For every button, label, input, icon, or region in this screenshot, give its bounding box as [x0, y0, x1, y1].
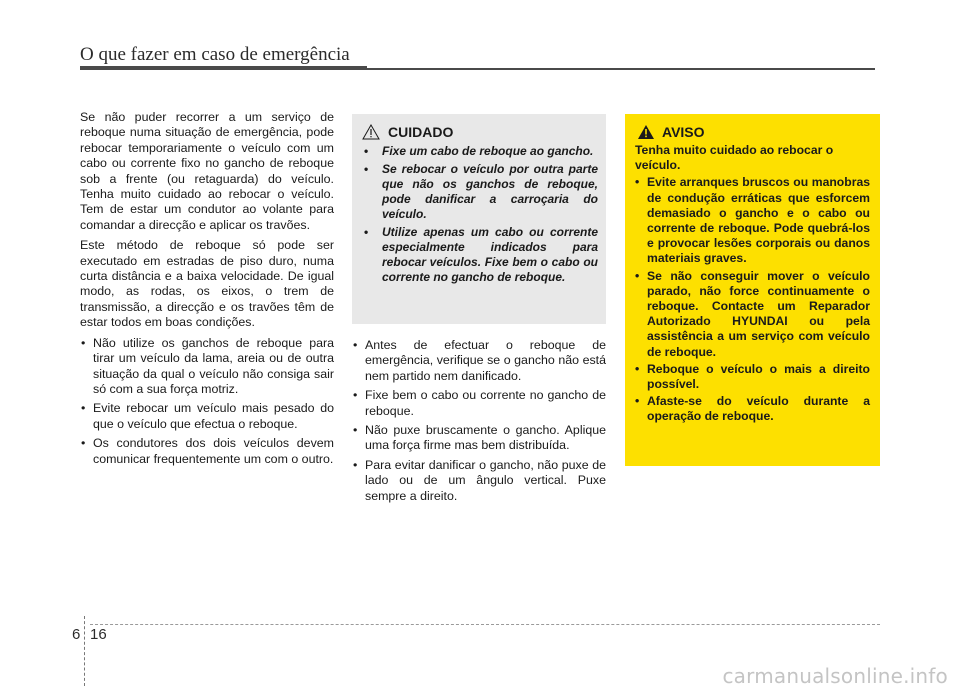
footer-divider [84, 616, 85, 686]
list-item: • Evite rebocar um veículo mais pesado do que o veículo que efectua o reboque. [80, 401, 334, 432]
warning-item: • Reboque o veículo o mais a direito possível. [635, 362, 870, 392]
warning-intro: Tenha muito cuidado ao rebocar o veículo. [635, 143, 834, 173]
caution-item: • Fixe um cabo de reboque ao gancho. [362, 144, 598, 159]
caution-item: • Se rebocar o veículo por outra parte que não os ganchos de reboque, pode danificar a carroçaria do veículo. [362, 162, 598, 222]
caution-title: CUIDADO [388, 124, 454, 140]
caution-box [352, 114, 606, 324]
column-middle [352, 338, 606, 508]
caution-item: • Utilize apenas um cabo ou corrente especialmente indicados para rebocar veículos. Fixe bem o cabo ou corrente no gancho de reboque. [362, 225, 598, 285]
caution-header [362, 124, 598, 140]
warning-list [635, 175, 870, 424]
list-item: • Os condutores dos dois veículos devem comunicar frequentemente um com o outro. [80, 436, 334, 467]
bullet-list [80, 336, 334, 467]
page-number: 16 [90, 626, 107, 643]
chapter-number: 6 [72, 626, 81, 643]
list-item: • Para evitar danificar o gancho, não puxe de lado ou de um ângulo vertical. Puxe sempre a direito. [352, 458, 606, 504]
section-title: O que fazer em caso de emergência [80, 44, 350, 65]
warning-title: AVISO [662, 124, 705, 140]
bullet-list [352, 338, 606, 504]
list-item: • Não puxe bruscamente o gancho. Aplique uma força firme mas bem distribuída. [352, 423, 606, 454]
warning-item: • Afaste-se do veículo durante a operação de reboque. [635, 394, 870, 424]
paragraph: Este método de reboque só pode ser executado em estradas de piso duro, numa curta distância e a baixa velocidade. De igual modo, as rodas, os eixos, o trem de transmissão, a direcção e os travões têm de estar todos em boas condições. [80, 238, 334, 330]
header-rule-thin [367, 68, 875, 70]
paragraph: Se não puder recorrer a um serviço de reboque numa situação de emergência, pode rebocar temporariamente o veículo com um cabo ou corrente fixo no gancho de reboque sob a frente (ou retaguarda) do veículo. Tenha muito cuidado ao rebocar o veículo. Tem de estar um condutor ao volante para comandar a direcção e aplicar os travões. [80, 110, 334, 232]
list-item: • Antes de efectuar o reboque de emergência, verifique se o gancho não está nem partido nem danificado. [352, 338, 606, 384]
list-item: • Não utilize os ganchos de reboque para tirar um veículo da lama, areia ou de outra situação da qual o veículo não consiga sair só com a sua força motriz. [80, 336, 334, 398]
warning-item: • Evite arranques bruscos ou manobras de condução erráticas que esforcem demasiado o gancho e o cabo ou corrente de reboque. Pode quebrá-los e provocar lesões corporais ou danos materiais graves. [635, 175, 870, 266]
caution-list [362, 144, 598, 285]
warning-item: • Se não conseguir mover o veículo parado, não force continuamente o reboque. Contacte um Reparador Autorizado HYUNDAI ou pela assistência a um serviço com veículo de reboque. [635, 269, 870, 360]
warning-header [635, 124, 870, 140]
warning-triangle-filled-icon [637, 124, 655, 140]
warning-box [625, 114, 880, 466]
footer-rule [90, 624, 880, 625]
list-item: • Fixe bem o cabo ou corrente no gancho de reboque. [352, 388, 606, 419]
header-rule-thick [80, 66, 367, 70]
watermark: carmanualsonline.info [722, 664, 948, 688]
caution-triangle-outline-icon [362, 124, 380, 140]
column-left [80, 110, 334, 471]
